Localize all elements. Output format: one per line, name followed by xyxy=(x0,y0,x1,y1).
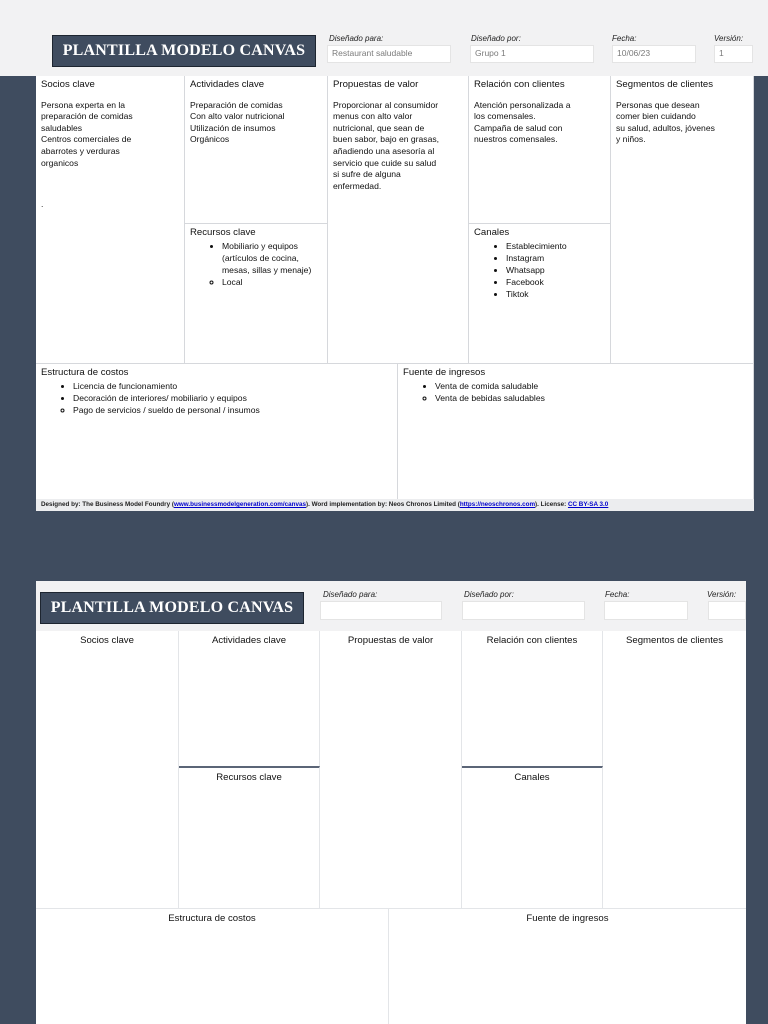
canvas2-relacion-clientes: Relación con clientes xyxy=(462,631,603,767)
canvas2-title: PLANTILLA MODELO CANVAS xyxy=(40,592,304,624)
list-item: • Whatsapp xyxy=(506,264,610,276)
estructura-costos-list xyxy=(41,380,397,416)
estructura-costos-title: Estructura de costos xyxy=(41,367,129,378)
canvas1-version-label: Versión: xyxy=(714,34,744,43)
canvas2-date-label: Fecha: xyxy=(605,590,630,599)
list-item: • Licencia de funcionamiento xyxy=(73,380,397,392)
canvas2-designed-for-field[interactable] xyxy=(320,601,442,620)
canvas1-segmentos-clientes xyxy=(611,76,754,364)
canvas1-version-field[interactable]: 1 xyxy=(714,45,753,63)
footer-link-license[interactable]: CC BY-SA 3.0 xyxy=(567,501,609,508)
canvas2-propuestas-valor: Propuestas de valor xyxy=(320,631,462,908)
socios-clave-dot: . xyxy=(41,199,44,210)
canvas1-title: PLANTILLA MODELO CANVAS xyxy=(52,35,316,67)
propuestas-valor-text: Proporcionar al consumidor menus con alto valor nutricional, que sean de buen sabor, bajo en grasas, añadiendo una asesoría al servicio que cuide su salud si sufre de alguna enfermedad. xyxy=(333,99,440,191)
list-item: • Decoración de interiores/ mobiliario y equipos xyxy=(73,392,397,404)
canvas1-relacion-clientes xyxy=(469,76,611,224)
relacion-clientes-title: Relación con clientes xyxy=(474,79,565,90)
relacion-clientes-text: Atención personalizada a los comensales. Campaña de salud con nuestros comensales. xyxy=(474,99,571,145)
list-item: • Facebook xyxy=(506,276,610,288)
canvas1-designed-for-field[interactable]: Restaurant saludable xyxy=(327,45,451,63)
canvas2-designed-by-label: Diseñado por: xyxy=(464,590,514,599)
footer-text: Designed by: The Business Model Foundry ( xyxy=(41,501,174,508)
footer-link-bmg[interactable]: www.businessmodelgeneration.com/canvas xyxy=(173,501,306,508)
canvas2-version-field[interactable] xyxy=(708,601,746,620)
list-item: ◦ Local xyxy=(222,276,322,288)
canvas1-designed-by-field[interactable]: Grupo 1 xyxy=(470,45,594,63)
recursos-clave-title: Recursos clave xyxy=(190,227,256,238)
list-item: ◦ Pago de servicios / sueldo de personal / insumos xyxy=(73,404,397,416)
canvas1-estructura-costos xyxy=(36,364,398,500)
canales-list xyxy=(474,240,610,300)
recursos-clave-list xyxy=(190,240,322,288)
canvas1-socios-clave xyxy=(36,76,185,364)
canvas2-designed-by-field[interactable] xyxy=(462,601,585,620)
canvas1-actividades-clave xyxy=(185,76,328,224)
canvas2-actividades-clave: Actividades clave xyxy=(179,631,320,767)
canvas1-propuestas-valor xyxy=(328,76,469,364)
canvas1-fuente-ingresos xyxy=(398,364,754,500)
actividades-clave-title: Actividades clave xyxy=(190,79,265,90)
list-item: • Venta de comida saludable xyxy=(435,380,753,392)
canvas1-footer-credits xyxy=(36,499,754,511)
segmentos-clientes-text: Personas que desean comer bien cuidando su salud, adultos, jóvenes y niños. xyxy=(616,99,715,145)
canvas1-date-label: Fecha: xyxy=(612,34,637,43)
canvas2-segmentos-clientes: Segmentos de clientes xyxy=(603,631,746,908)
actividades-clave-text: Preparación de comidas Con alto valor nutricional Utilización de insumos Orgánicos xyxy=(190,99,285,145)
propuestas-valor-title: Propuestas de valor xyxy=(333,79,419,90)
list-item: • Tiktok xyxy=(506,288,610,300)
segmentos-clientes-title: Segmentos de clientes xyxy=(616,79,714,90)
canvas1-canales xyxy=(469,224,611,364)
canvas1-date-field[interactable]: 10/06/23 xyxy=(612,45,696,63)
canales-title: Canales xyxy=(474,227,510,238)
list-item: • Mobiliario y equipos (artículos de cocina, mesas, sillas y menaje) xyxy=(222,240,322,276)
list-item: • Establecimiento xyxy=(506,240,610,252)
canvas2-version-label: Versión: xyxy=(707,590,737,599)
footer-link-neoschronos[interactable]: https://neoschronos.com xyxy=(459,501,536,508)
canvas2-fuente-ingresos: Fuente de ingresos xyxy=(389,909,746,1024)
fuente-ingresos-title: Fuente de ingresos xyxy=(403,367,486,378)
list-item: ◦ Venta de bebidas saludables xyxy=(435,392,753,404)
canvas2-date-field[interactable] xyxy=(604,601,688,620)
canvas1-designed-for-label: Diseñado para: xyxy=(329,34,384,43)
socios-clave-title: Socios clave xyxy=(41,79,95,90)
canvas2-designed-for-label: Diseñado para: xyxy=(323,590,378,599)
list-item: • Instagram xyxy=(506,252,610,264)
canvas2-estructura-costos: Estructura de costos xyxy=(36,909,389,1024)
footer-text: ). License: xyxy=(535,501,568,508)
canvas2-socios-clave: Socios clave xyxy=(36,631,179,908)
canvas2-recursos-clave: Recursos clave xyxy=(179,766,320,908)
canvas1-recursos-clave xyxy=(185,224,328,364)
fuente-ingresos-list xyxy=(403,380,753,404)
footer-text: ). Word implementation by: Neos Chronos Limited ( xyxy=(306,501,460,508)
canvas1-designed-by-label: Diseñado por: xyxy=(471,34,521,43)
canvas2-canales: Canales xyxy=(462,766,603,908)
socios-clave-text: Persona experta en la preparación de comidas saludables Centros comerciales de abarrotes y verduras organicos xyxy=(41,99,133,168)
